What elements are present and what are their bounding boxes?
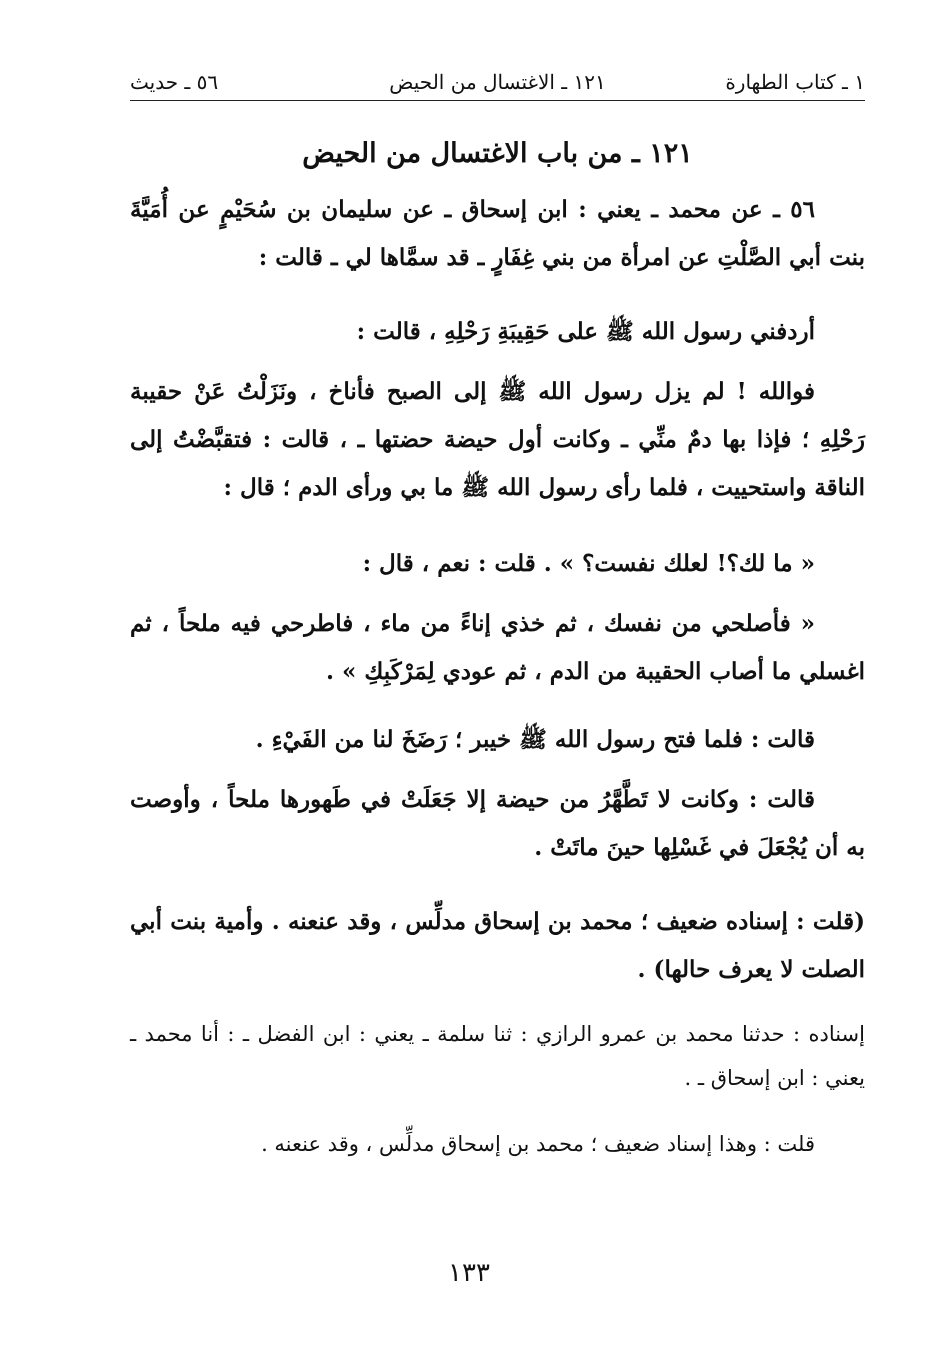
hadith-paragraph: قالت : وكانت لا تَطَّهَّرُ من حيضة إلا جَعَلَتْ في طَهورها ملحاً ، وأوصت به أن يُجْعَلَ في غَسْلِها حينَ ماتَتْ . (130, 786, 865, 861)
grading-note: (قلت : إسناده ضعيف ؛ محمد بن إسحاق مدلِّس ، وقد عنعنه . وأمية بنت أبي الصلت لا يعرف حالها) . (130, 908, 865, 983)
hadith-paragraph: « فأصلحي من نفسك ، ثم خذي إناءً من ماء ، فاطرحي فيه ملحاً ، ثم اغسلي ما أصاب الحقيبة من الدم ، ثم عودي لِمَرْكَبِكِ » . (130, 610, 865, 685)
comment-paragraph: قلت : وهذا إسناد ضعيف ؛ محمد بن إسحاق مدلِّس ، وقد عنعنه . (261, 1132, 815, 1156)
hadith-paragraph: قالت : فلما فتح رسول الله ﷺ خيبر ؛ رَضَخَ لنا من الفَيْءِ . (255, 726, 815, 753)
page-number: ١٣٣ (448, 1258, 490, 1288)
running-header (130, 60, 865, 101)
hadith-paragraph: فوالله ! لم يزل رسول الله ﷺ إلى الصبح فأناخ ، ونَزَلْتُ عَنْ حقيبة رَحْلِهِ ؛ فإذا بها دمٌ منِّي ـ وكانت أول حيضة حضتها ـ ، قالت : فتقبَّضْتُ إلى الناقة واستحييت ، فلما رأى رسول الله ﷺ ما بي ورأى الدم ؛ قال : (130, 378, 865, 501)
isnad-paragraph: إسناده : حدثنا محمد بن عمرو الرازي : ثنا سلمة ـ يعني : ابن الفضل ـ : أنا محمد ـ يعني : ابن إسحاق ـ . (130, 1022, 865, 1090)
hadith-paragraph: « ما لك؟! لعلك نفست؟ » . قلت : نعم ، قال : (362, 550, 815, 577)
header-book-title: ١ ـ كتاب الطهارة (725, 70, 865, 94)
header-chapter: ١٢١ ـ الاغتسال من الحيض (389, 70, 606, 94)
hadith-paragraph: أردفني رسول الله ﷺ على حَقِيبَةِ رَحْلِهِ ، قالت : (356, 318, 815, 345)
hadith-paragraph: ٥٦ ـ عن محمد ـ يعني : ابن إسحاق ـ عن سليمان بن سُحَيْمٍ عن أُمَيَّةَ بنت أبي الصَّلْتِ عن امرأة من بني غِفَارٍ ـ قد سمَّاها لي ـ قالت : (130, 196, 865, 271)
chapter-title: ١٢١ ـ من باب الاغتسال من الحيض (302, 138, 693, 169)
header-hadith-number: ٥٦ ـ حديث (130, 70, 219, 94)
